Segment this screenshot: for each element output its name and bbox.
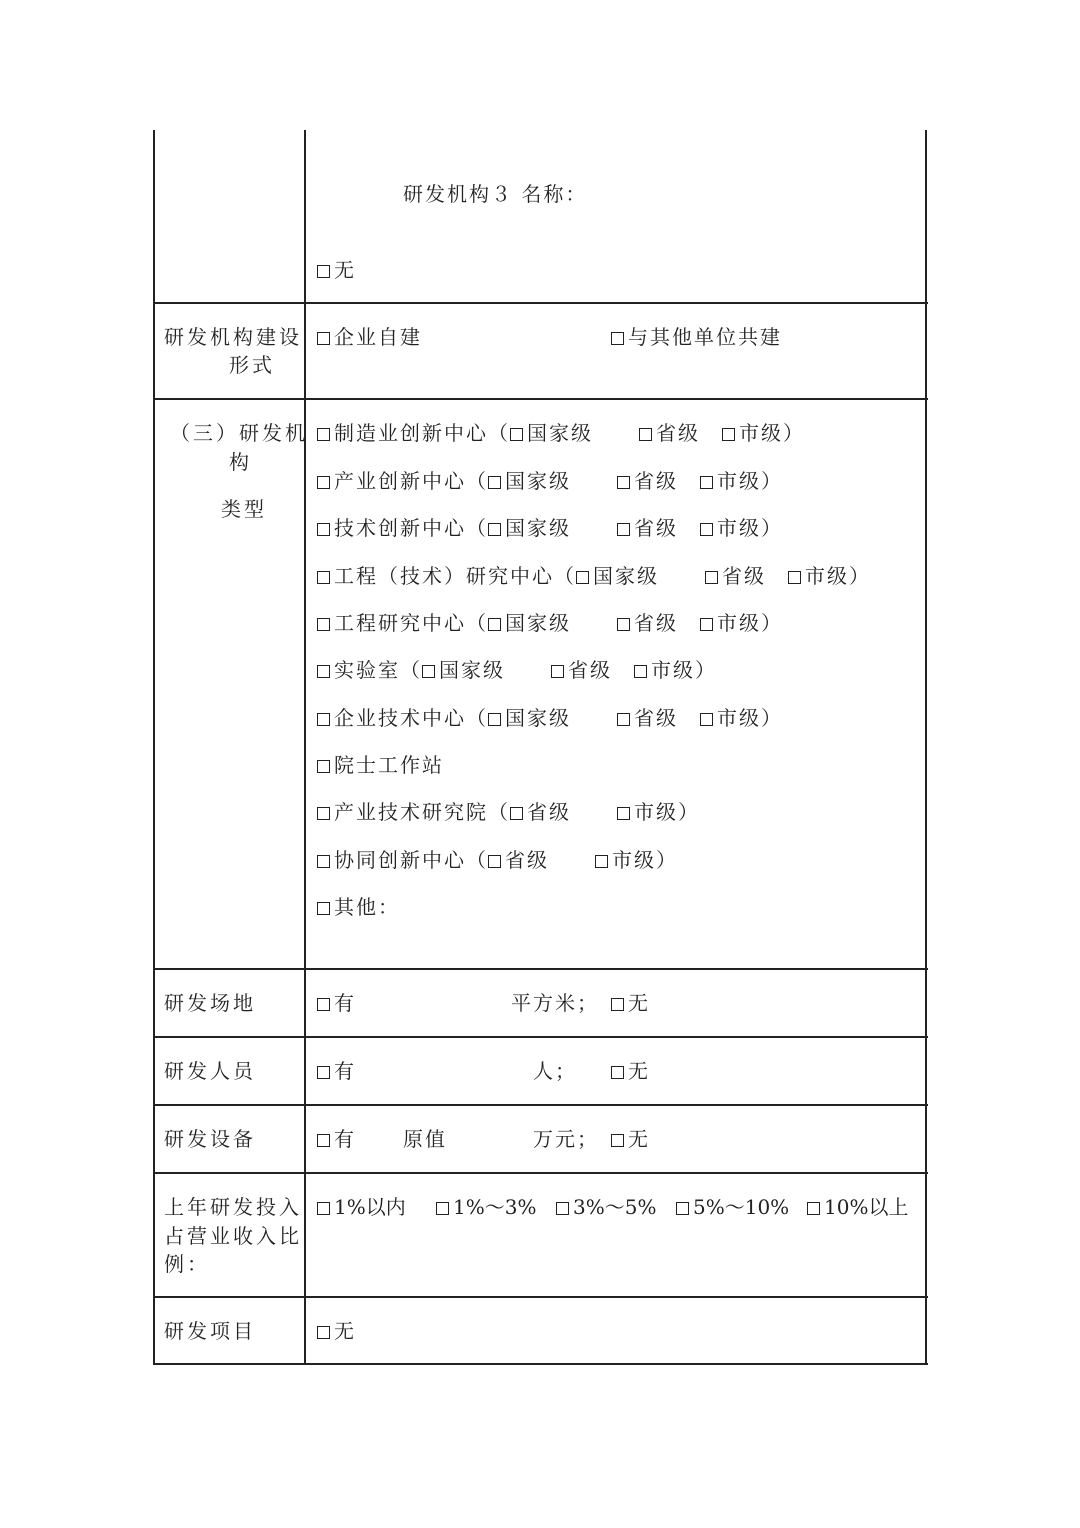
site-unit: 平方米；: [511, 991, 599, 1015]
project-none-option[interactable]: [317, 1317, 356, 1345]
checkbox[interactable]: [317, 665, 330, 678]
invest-option-2[interactable]: [436, 1193, 536, 1221]
table-left-border: [153, 130, 155, 1365]
checkbox[interactable]: [317, 855, 330, 868]
checkbox[interactable]: [700, 476, 713, 489]
build-self-option[interactable]: [317, 323, 422, 351]
site-no-label: 无: [628, 991, 650, 1015]
level-province: 省级: [722, 564, 766, 588]
type-option-collaborative-innovation[interactable]: [317, 846, 678, 874]
invest-option-3[interactable]: [556, 1193, 656, 1221]
checkbox[interactable]: [551, 665, 564, 678]
checkbox[interactable]: [510, 428, 523, 441]
level-province: 省级: [527, 800, 571, 824]
type-option-industry-innovation[interactable]: [317, 467, 783, 495]
level-city: 市级）: [634, 800, 700, 824]
checkbox[interactable]: [807, 1202, 820, 1215]
level-city: 市级）: [717, 516, 783, 540]
site-no-option[interactable]: [611, 989, 650, 1017]
level-city: 市级）: [612, 848, 678, 872]
row-divider: [153, 1104, 928, 1106]
invest-label-line3: 例：: [164, 1252, 210, 1276]
table-column-divider: [304, 130, 306, 1365]
checkbox[interactable]: [317, 902, 330, 915]
checkbox[interactable]: [317, 618, 330, 631]
checkbox[interactable]: [317, 807, 330, 820]
checkbox[interactable]: [705, 571, 718, 584]
type-option-tech-innovation[interactable]: [317, 514, 783, 542]
checkbox[interactable]: [488, 855, 501, 868]
type-option-engineering-research[interactable]: [317, 609, 783, 637]
checkbox[interactable]: [611, 998, 624, 1011]
checkbox[interactable]: [722, 428, 735, 441]
type-name: 其他：: [334, 895, 400, 919]
build-self-label: 企业自建: [334, 325, 422, 349]
checkbox[interactable]: [317, 998, 330, 1011]
org3-none-label: 无: [334, 258, 356, 282]
checkbox[interactable]: [317, 1066, 330, 1079]
invest-option-5[interactable]: [807, 1193, 908, 1221]
type-option-engineering-tech-research[interactable]: [317, 562, 871, 590]
staff-no-label: 无: [628, 1059, 650, 1083]
invest-label-line2: 占营业收入比: [164, 1224, 302, 1248]
checkbox[interactable]: [700, 618, 713, 631]
checkbox[interactable]: [611, 332, 624, 345]
level-province: 省级: [634, 706, 678, 730]
staff-label: 研发人员: [164, 1059, 256, 1083]
org3-none-option[interactable]: [317, 256, 356, 284]
invest-label: 1%～3%: [453, 1195, 537, 1219]
staff-yes-option[interactable]: [317, 1057, 356, 1085]
level-national: 国家级: [505, 516, 571, 540]
type-name: 产业创新中心（: [334, 469, 488, 493]
build-joint-label: 与其他单位共建: [628, 325, 782, 349]
row-divider: [153, 302, 928, 304]
staff-yes-label: 有: [334, 1059, 356, 1083]
checkbox[interactable]: [422, 665, 435, 678]
level-province: 省级: [505, 848, 549, 872]
site-yes-label: 有: [334, 991, 356, 1015]
type-name: 院士工作站: [334, 753, 444, 777]
build-form-label-line1: 研发机构建设: [164, 325, 302, 349]
checkbox[interactable]: [488, 713, 501, 726]
checkbox[interactable]: [317, 713, 330, 726]
level-city: 市级）: [717, 469, 783, 493]
type-name: 制造业创新中心（: [334, 421, 510, 445]
checkbox[interactable]: [317, 476, 330, 489]
level-national: 国家级: [505, 611, 571, 635]
rd-form-table: [153, 130, 926, 1365]
type-option-enterprise-tech-center[interactable]: [317, 704, 783, 732]
equip-unit: 万元；: [533, 1127, 599, 1151]
types-label-line1: （三）研发机: [170, 421, 308, 445]
checkbox[interactable]: [317, 523, 330, 536]
types-label-line2: 构: [229, 450, 252, 474]
checkbox[interactable]: [617, 713, 630, 726]
checkbox[interactable]: [576, 571, 589, 584]
checkbox[interactable]: [317, 265, 330, 278]
invest-label: 3%～5%: [573, 1195, 657, 1219]
equip-yes-label: 有: [334, 1127, 356, 1151]
invest-label-line1: 上年研发投入: [164, 1195, 302, 1219]
checkbox[interactable]: [639, 428, 652, 441]
level-province: 省级: [634, 516, 678, 540]
invest-label: 5%～10%: [693, 1195, 790, 1219]
checkbox[interactable]: [700, 713, 713, 726]
type-option-manufacturing[interactable]: [317, 419, 805, 447]
checkbox[interactable]: [595, 855, 608, 868]
row-divider: [153, 1296, 928, 1298]
checkbox[interactable]: [488, 476, 501, 489]
checkbox[interactable]: [617, 618, 630, 631]
checkbox[interactable]: [700, 523, 713, 536]
staff-no-option[interactable]: [611, 1057, 650, 1085]
checkbox[interactable]: [488, 523, 501, 536]
checkbox[interactable]: [317, 571, 330, 584]
staff-unit: 人；: [533, 1059, 577, 1083]
checkbox[interactable]: [317, 428, 330, 441]
checkbox[interactable]: [617, 523, 630, 536]
invest-label: 10%以上: [824, 1195, 909, 1219]
level-province: 省级: [634, 611, 678, 635]
equip-yes-option[interactable]: [317, 1125, 356, 1153]
level-city: 市级）: [739, 421, 805, 445]
checkbox[interactable]: [317, 1326, 330, 1339]
level-city: 市级）: [805, 564, 871, 588]
org3-name-label: 研发机构３ 名称：: [403, 182, 588, 206]
level-province: 省级: [568, 658, 612, 682]
type-name: 协同创新中心（: [334, 848, 488, 872]
type-name: 实验室（: [334, 658, 422, 682]
type-name: 技术创新中心（: [334, 516, 488, 540]
checkbox[interactable]: [611, 1066, 624, 1079]
type-name: 工程（技术）研究中心（: [334, 564, 576, 588]
checkbox[interactable]: [317, 1134, 330, 1147]
build-form-label-line2: 形式: [229, 353, 275, 377]
type-name: 工程研究中心（: [334, 611, 488, 635]
checkbox[interactable]: [617, 476, 630, 489]
table-right-border: [925, 130, 927, 1365]
level-national: 国家级: [505, 469, 571, 493]
level-national: 国家级: [505, 706, 571, 730]
level-city: 市级）: [717, 611, 783, 635]
checkbox[interactable]: [317, 1202, 330, 1215]
level-city: 市级）: [651, 658, 717, 682]
type-option-laboratory[interactable]: [317, 656, 717, 684]
row-divider: [153, 1036, 928, 1038]
row-divider: [153, 398, 928, 400]
site-yes-option[interactable]: [317, 989, 356, 1017]
checkbox[interactable]: [317, 760, 330, 773]
project-none-label: 无: [334, 1319, 356, 1343]
types-label-line3: 类型: [221, 497, 267, 521]
checkbox[interactable]: [634, 665, 647, 678]
build-joint-option[interactable]: [611, 323, 782, 351]
level-national: 国家级: [527, 421, 593, 445]
checkbox[interactable]: [556, 1202, 569, 1215]
project-label: 研发项目: [164, 1319, 256, 1343]
site-label: 研发场地: [164, 991, 256, 1015]
invest-option-4[interactable]: [676, 1193, 789, 1221]
checkbox[interactable]: [676, 1202, 689, 1215]
row-divider: [153, 1172, 928, 1174]
type-option-other[interactable]: [317, 893, 400, 921]
invest-label: 1%以内: [334, 1195, 406, 1219]
level-city: 市级）: [717, 706, 783, 730]
type-name: 产业技术研究院（: [334, 800, 510, 824]
checkbox[interactable]: [488, 618, 501, 631]
checkbox[interactable]: [436, 1202, 449, 1215]
level-province: 省级: [656, 421, 700, 445]
equip-original-value: 原值: [403, 1127, 447, 1151]
level-national: 国家级: [593, 564, 659, 588]
checkbox[interactable]: [611, 1134, 624, 1147]
equip-no-option[interactable]: [611, 1125, 650, 1153]
checkbox[interactable]: [617, 807, 630, 820]
checkbox[interactable]: [788, 571, 801, 584]
equip-label: 研发设备: [164, 1127, 256, 1151]
type-name: 企业技术中心（: [334, 706, 488, 730]
level-national: 国家级: [439, 658, 505, 682]
checkbox[interactable]: [317, 332, 330, 345]
equip-no-label: 无: [628, 1127, 650, 1151]
row-divider: [153, 968, 928, 970]
type-option-industrial-tech-institute[interactable]: [317, 798, 700, 826]
table-bottom-border: [153, 1363, 928, 1365]
checkbox[interactable]: [510, 807, 523, 820]
invest-option-1[interactable]: [317, 1193, 406, 1221]
level-province: 省级: [634, 469, 678, 493]
type-option-academician-station[interactable]: [317, 751, 444, 779]
